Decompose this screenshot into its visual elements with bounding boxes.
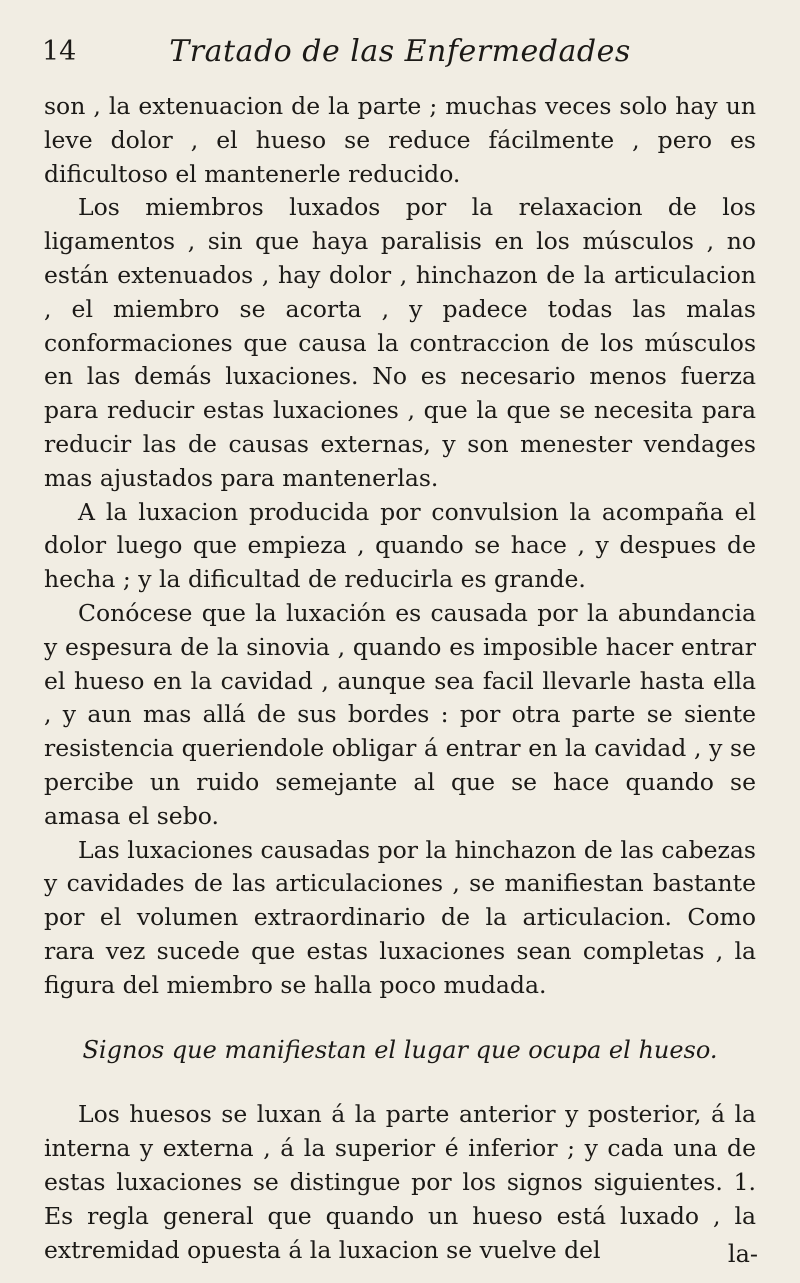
paragraph: Los huesos se luxan á la parte anterior y posterior, á la interna y externa , á la superior é inferior ; y cada una de estas luxaciones se distingue por los signos siguientes. 1. Es regla general que quando un hueso está luxado , la extremidad opuesta á la luxacion se vuelve del [44, 1100, 756, 1264]
page-header [42, 32, 758, 72]
paragraph: son , la extenuacion de la parte ; muchas veces solo hay un leve dolor , el hueso se reduce fácilmente , pero es dificultoso el mantenerle reducido. [44, 92, 756, 188]
page-number: 14 [42, 36, 77, 67]
paragraph: Conócese que la luxación es causada por la abundancia y espesura de la sinovia , quando es imposible hacer entrar el hueso en la cavidad , aunque sea facil llevarle hasta ella , y aun mas allá de sus bordes : por otra parte se siente resistencia queriendole obligar á entrar en la cavidad , y se percibe un ruido semejante al que se hace quando se amasa el sebo. [44, 598, 756, 830]
catchword: la- [727, 1240, 758, 1268]
body-text [44, 90, 756, 1267]
paragraph: A la luxacion producida por convulsion la acompaña el dolor luego que empieza , quando se hace , y despues de hecha ; y la dificultad de reducirla es grande. [44, 497, 756, 594]
running-title: Tratado de las Enfermedades [169, 34, 631, 69]
paragraph: Los miembros luxados por la relaxacion de los ligamentos , sin que haya paralisis en los músculos , no están extenuados , hay dolor , hinchazon de la articulacion , el miembro se acorta , y padece todas las malas conformaciones que causa la contraccion de los músculos en las demás luxaciones. No es necesario menos fuerza para reducir estas luxaciones , que la que se necesita para reducir las de causas externas, y son menester vendages mas ajustados para mantenerlas. [44, 193, 756, 492]
section-heading: Signos que manifiestan el lugar que ocupa el hueso. [82, 1035, 718, 1064]
paragraph: Las luxaciones causadas por la hinchazon de las cabezas y cavidades de las articulaciones , se manifiestan bastante por el volumen extraordinario de la articulacion. Como rara vez sucede que estas luxaciones sean completas , la figura del miembro se halla poco mudada. [44, 835, 756, 999]
